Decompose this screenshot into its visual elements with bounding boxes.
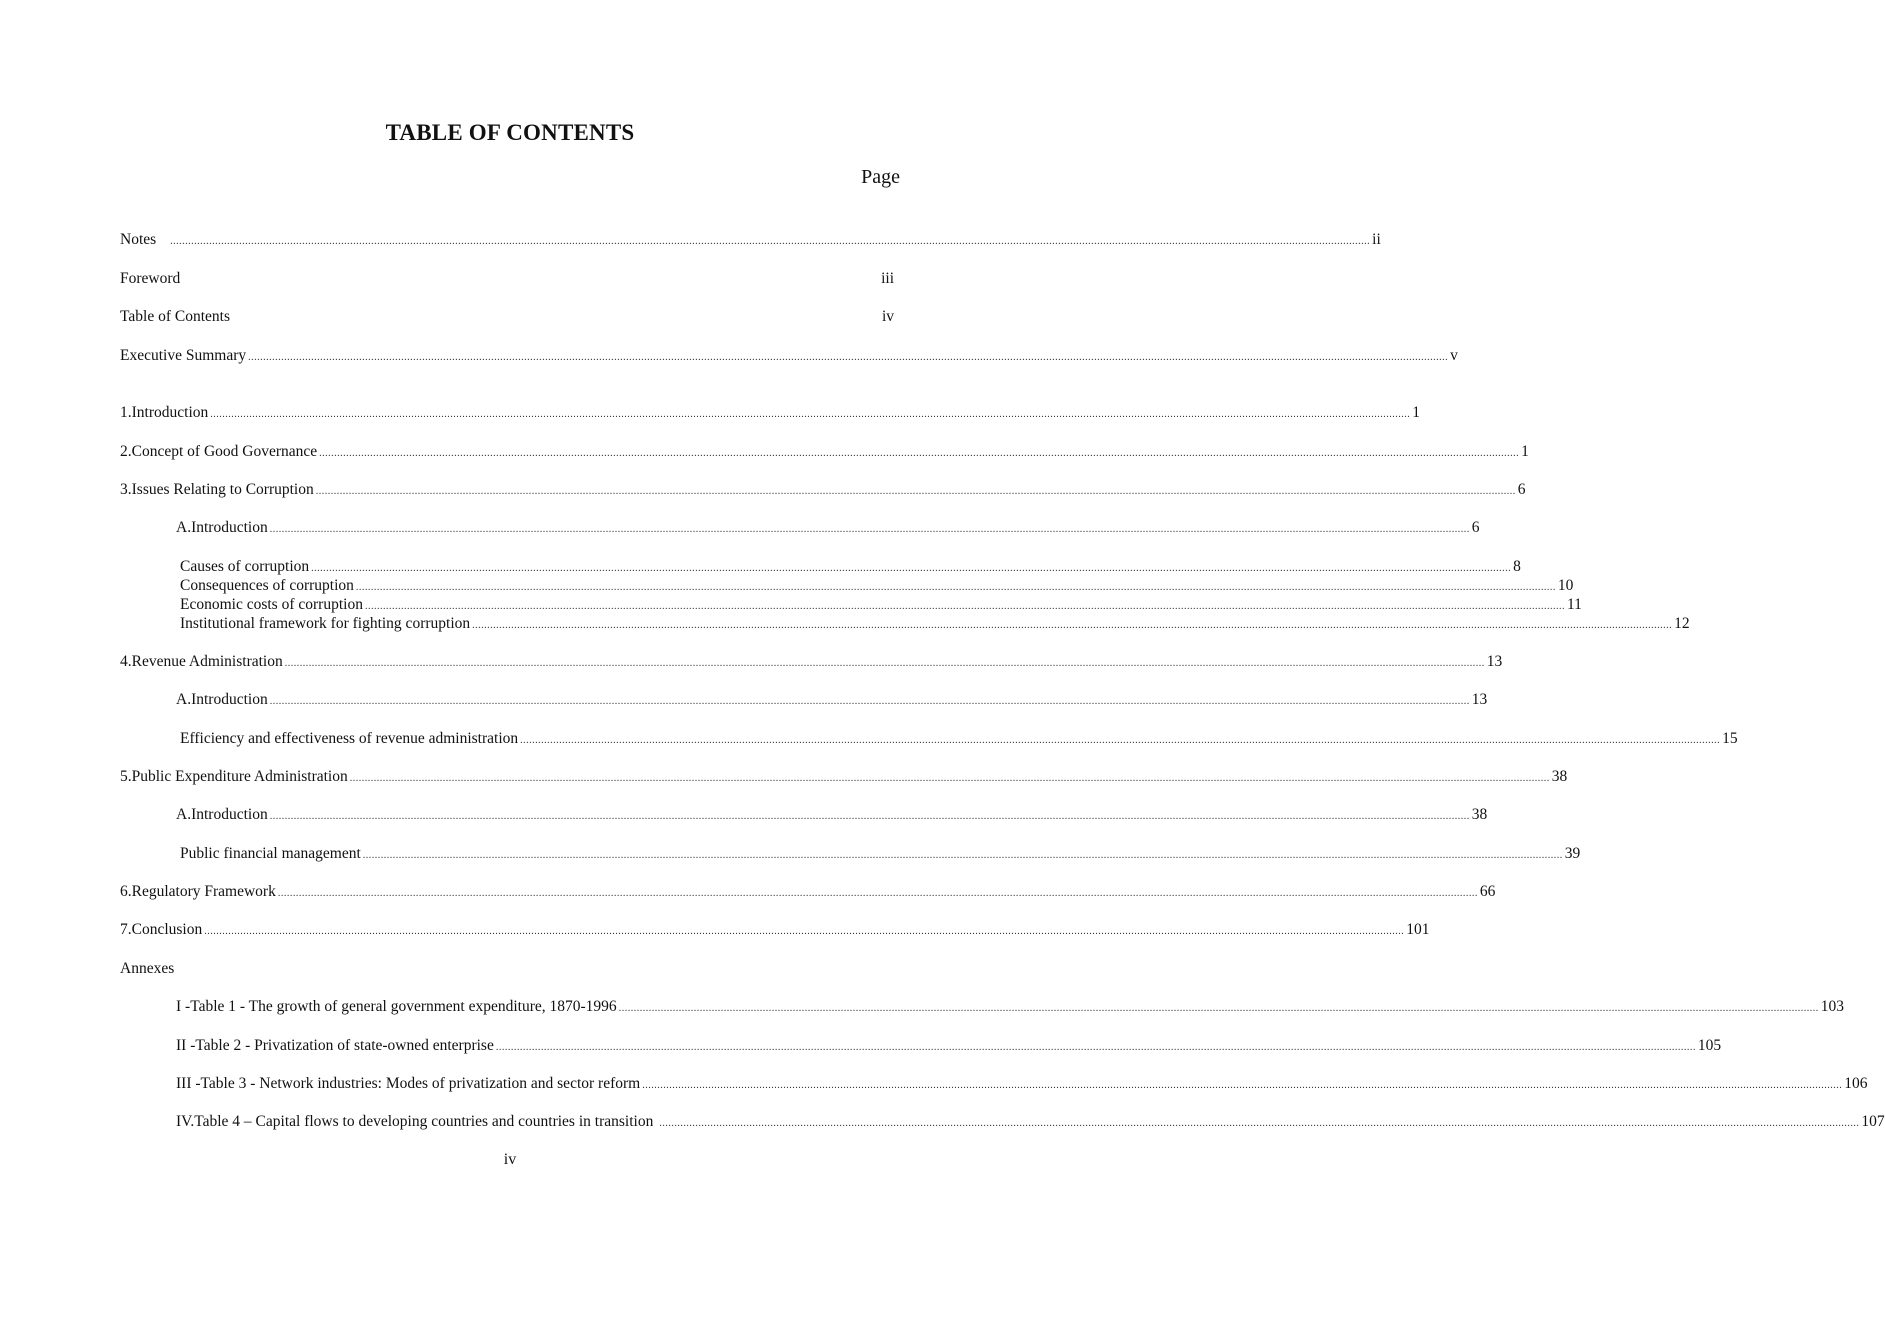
toc-entry-label: Table 3 - Network industries: Modes of privatization and sector reform [200,1075,641,1092]
page-column-header: Page [861,166,900,188]
toc-entry-label: Executive Summary [120,347,247,364]
toc-entry-label: Causes of corruption [180,558,310,575]
toc-entry-label: Notes [120,231,157,248]
leader-dots: ................................................................................................................................................................................................................................................................................................................................................................................................................ [277,888,1478,899]
toc-entry-label: Economic costs of corruption [180,596,363,613]
toc-entry-section-4a[interactable] [176,689,1488,711]
toc-entry-label: Introduction [131,404,209,421]
toc-entry-page: 6 [1517,481,1526,498]
toc-entry-label: Table 4 – Capital flows to developing countries and countries in transition [194,1113,654,1130]
toc-entry-table-of-contents[interactable] [120,306,894,328]
toc-entry-section-5[interactable] [120,766,1568,788]
toc-entry-number: A. [176,519,192,536]
leader-dots: ................................................................................................................................................................................................................................................................................................................................................................................................................ [319,448,1520,459]
toc-entry-label: Conclusion [131,921,203,938]
leader-dots: ................................................................................................................................................................................................................................................................................................................................................................................................................ [659,1118,1860,1129]
leader-dots: ................................................................................................................................................................................................................................................................................................................................................................................................................ [520,735,1721,746]
toc-entry-section-3[interactable] [120,479,1526,501]
leader-dots: ................................................................................................................................................................................................................................................................................................................................................................................................................ [495,1042,1696,1053]
toc-entry-number: 3. [120,481,132,498]
leader-dots: ................................................................................................................................................................................................................................................................................................................................................................................................................ [362,850,1563,861]
toc-entry-number: I - [176,998,191,1015]
toc-entry-page: 106 [1844,1075,1868,1092]
toc-entry-page: 6 [1471,519,1480,536]
toc-entry-page: 10 [1557,577,1574,594]
toc-entry-number: A. [176,806,192,823]
toc-entry-label: Revenue Administration [131,653,283,670]
toc-entry-label: Table 1 - The growth of general government expenditure, 1870-1996 [190,998,617,1015]
leader-dots: ................................................................................................................................................................................................................................................................................................................................................................................................................ [315,486,1516,497]
toc-entry-section-7[interactable] [120,919,1430,941]
toc-entry-section-6[interactable] [120,881,1496,903]
leader-dots: ................................................................................................................................................................................................................................................................................................................................................................................................................ [204,926,1405,937]
toc-entry-label: Issues Relating to Corruption [131,481,314,498]
toc-entry-page: 13 [1486,653,1503,670]
toc-entry-page: iii [881,270,894,287]
toc-entry-page: 8 [1513,558,1521,575]
toc-entry-notes[interactable] [120,229,1381,251]
toc-entry-section-2[interactable] [120,441,1529,463]
toc-entry-page: 12 [1674,615,1690,632]
toc-entry-label: Consequences of corruption [180,577,354,594]
leader-dots: ................................................................................................................................................................................................................................................................................................................................................................................................................ [311,563,1512,574]
toc-entry-section-5a[interactable] [176,804,1488,826]
toc-entry-label: Public Expenditure Administration [131,768,348,785]
leader-dots: ................................................................................................................................................................................................................................................................................................................................................................................................................ [269,524,1470,535]
toc-entry-label: Regulatory Framework [131,883,276,900]
leader-dots: ................................................................................................................................................................................................................................................................................................................................................................................................................ [618,1003,1819,1014]
toc-entry-page: iv [881,308,894,325]
toc-entry-label: Introduction [191,691,268,708]
leader-dots: ................................................................................................................................................................................................................................................................................................................................................................................................................ [170,236,1371,247]
toc-entry-number: 6. [120,883,132,900]
toc-entry-foreword[interactable] [120,268,894,290]
toc-entry-page: ii [1372,231,1381,248]
toc-entry-revenue-efficiency[interactable] [180,728,1738,750]
toc-entry-page: 39 [1564,845,1581,862]
toc-entry-number: II - [176,1037,196,1054]
toc-entry-annex-3[interactable] [176,1073,1868,1095]
toc-entry-label: Foreword [120,270,181,287]
toc-entry-label: Institutional framework for fighting corruption [180,615,471,632]
toc-entry-institutional-framework[interactable] [180,613,1690,635]
toc-entry-number: 1. [120,404,132,421]
page-title: TABLE OF CONTENTS [385,120,635,145]
leader-dots: ................................................................................................................................................................................................................................................................................................................................................................................................................ [364,601,1565,612]
toc-entry-label: Table 2 - Privatization of state-owned enterprise [195,1037,494,1054]
toc-entry-page: 105 [1697,1037,1722,1054]
toc-entry-number: A. [176,691,192,708]
toc-entry-section-1[interactable] [120,402,1420,424]
leader-dots: ................................................................................................................................................................................................................................................................................................................................................................................................................ [355,582,1556,593]
toc-entry-page: 1 [1521,443,1529,460]
toc-entry-page: 107 [1861,1113,1885,1130]
leader-dots: ................................................................................................................................................................................................................................................................................................................................................................................................................ [269,696,1470,707]
toc-entry-executive-summary[interactable] [120,345,1458,367]
toc-entry-number: 7. [120,921,132,938]
toc-entry-page: 38 [1471,806,1488,823]
toc-entry-label: Introduction [191,519,268,536]
toc-entry-page: 101 [1406,921,1430,938]
leader-dots: ................................................................................................................................................................................................................................................................................................................................................................................................................ [269,811,1470,822]
toc-entry-label: Introduction [191,806,268,823]
toc-entry-label: Public financial management [180,845,361,862]
leader-dots: ................................................................................................................................................................................................................................................................................................................................................................................................................ [349,773,1550,784]
toc-entry-annex-4[interactable] [176,1111,1885,1133]
toc-entry-number: 4. [120,653,132,670]
toc-entry-section-4[interactable] [120,651,1503,673]
toc-entry-page: 13 [1471,691,1488,708]
toc-entry-page: 11 [1566,596,1582,613]
toc-entry-page: 103 [1820,998,1844,1015]
toc-entry-label: Table of Contents [120,308,230,325]
toc-entry-label: Efficiency and effectiveness of revenue administration [180,730,519,747]
toc-entry-number: III - [176,1075,201,1092]
leader-dots: ................................................................................................................................................................................................................................................................................................................................................................................................................ [210,409,1411,420]
toc-entry-page: v [1450,347,1458,364]
toc-entry-page: 15 [1722,730,1738,747]
leader-dots: ................................................................................................................................................................................................................................................................................................................................................................................................................ [284,658,1485,669]
toc-entry-page: 38 [1551,768,1568,785]
toc-entry-number: 2. [120,443,132,460]
toc-entry-section-3a[interactable] [176,517,1480,539]
toc-entry-page: 1 [1412,404,1420,421]
leader-dots: ................................................................................................................................................................................................................................................................................................................................................................................................................ [472,620,1673,631]
leader-dots: ................................................................................................................................................................................................................................................................................................................................................................................................................ [642,1080,1843,1091]
toc-entry-annex-2[interactable] [176,1035,1722,1057]
page-number-footer: iv [503,1151,517,1168]
toc-entry-label: Concept of Good Governance [131,443,318,460]
toc-entry-public-financial-management[interactable] [180,843,1581,865]
leader-dots: ................................................................................................................................................................................................................................................................................................................................................................................................................ [248,352,1449,363]
toc-entry-number: 5. [120,768,132,785]
toc-entry-annex-1[interactable] [176,996,1844,1018]
toc-entry-number: IV. [176,1113,195,1130]
toc-entry-page: 66 [1479,883,1496,900]
annexes-heading: Annexes [120,960,175,977]
